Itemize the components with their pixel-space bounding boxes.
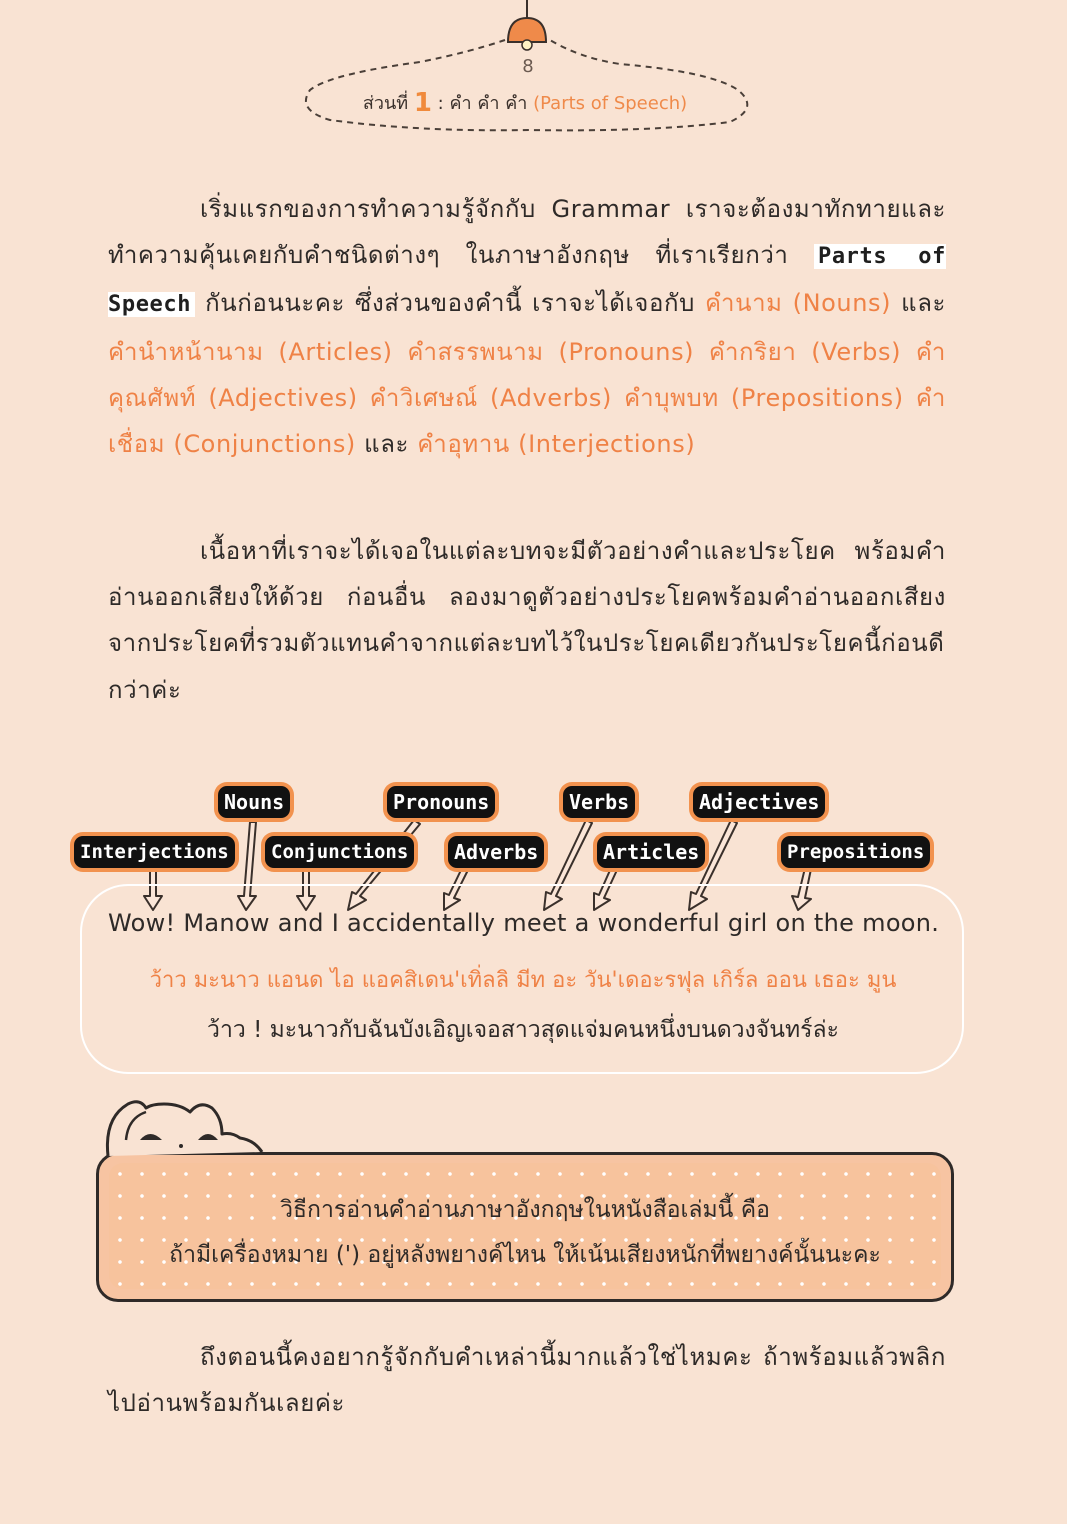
word-type-list: คำนำหน้านาม (Articles) คำสรรพนาม (Pronouns) คำกริยา (Verbs) คำคุณศัพท์ (Adjectives) คำวิเศษณ์ (Adverbs) คำบุพบท (Prepositions) คำเชื่อม (Conjunctions) [108,337,946,459]
section-title: : คำ คำ คำ [437,93,528,114]
word-type-interjections: คำอุทาน (Interjections) [417,430,696,459]
tag-adjectives: Adjectives [693,786,825,818]
note-line-2: ถ้ามีเครื่องหมาย (') อยู่หลังพยางค์ไหน ให้เน้นเสียงหนักที่พยางค์นั้นนะคะ [169,1242,881,1268]
section-prefix: ส่วนที่ [362,93,409,114]
tag-adverbs: Adverbs [448,836,544,868]
tag-articles: Articles [597,836,705,868]
page-number: 8 [522,56,534,77]
tag-verbs: Verbs [563,786,635,818]
tag-interjections: Interjections [74,836,235,868]
note-line-1: วิธีการอ่านคำอ่านภาษาอังกฤษในหนังสือเล่มนี้ คือ [280,1197,770,1223]
intro-text-b: กันก่อนนะคะ ซึ่งส่วนของคำนี้ เราจะได้เจอกับ [205,289,695,318]
example-english-sentence: Wow! Manow and I accidentally meet a wonderful girl on the moon. [108,909,940,937]
section-number: 1 [413,88,432,118]
tag-conjunctions: Conjunctions [265,836,414,868]
example-pronunciation: ว้าว มะนาว แอนด ไอ แอคสิเดน'เทิ่ลลิ มีท อะ วัน'เดอะรฟุล เกิร์ล ออน เธอะ มูน [149,968,897,993]
intro-and-1: และ [901,289,947,318]
tag-pronouns: Pronouns [387,786,495,818]
tag-nouns: Nouns [218,786,290,818]
parts-of-speech-highlight: Parts of Speech [108,244,946,318]
intro-paragraph-2: เนื้อหาที่เราจะได้เจอในแต่ละบทจะมีตัวอย่างคำและประโยค พร้อมคำอ่านออกเสียงให้ด้วย ก่อนอื่น ลองมาดูตัวอย่างประโยคพร้อมคำอ่านออกเสียง จากประโยคที่รวมตัวแทนคำจากแต่ละบทไว้ในประโยคเดียวกันประโยคนี้ก่อนดีกว่าค่ะ [108,537,946,704]
intro-and-2: และ [364,430,410,459]
closing-paragraph: ถึงตอนนี้คงอยากรู้จักกับคำเหล่านี้มากแล้วใช่ไหมคะ ถ้าพร้อมแล้วพลิกไปอ่านพร้อมกันเลยค่ะ [108,1343,946,1418]
tag-prepositions: Prepositions [781,836,930,868]
intro-text-a: เริ่มแรกของการทำความรู้จักกับ Grammar เราจะต้องมาทักทายและทำความคุ้นเคยกับคำชนิดต่างๆ ในภาษาอังกฤษ ที่เราเรียกว่า [108,195,946,270]
example-thai-translation: ว้าว ! มะนาวกับฉันบังเอิญเจอสาวสุดแจ่มคนหนึ่งบนดวงจันทร์ล่ะ [207,1017,839,1043]
word-type-nouns: คำนาม (Nouns) [704,289,892,318]
section-title-en: (Parts of Speech) [533,93,688,114]
